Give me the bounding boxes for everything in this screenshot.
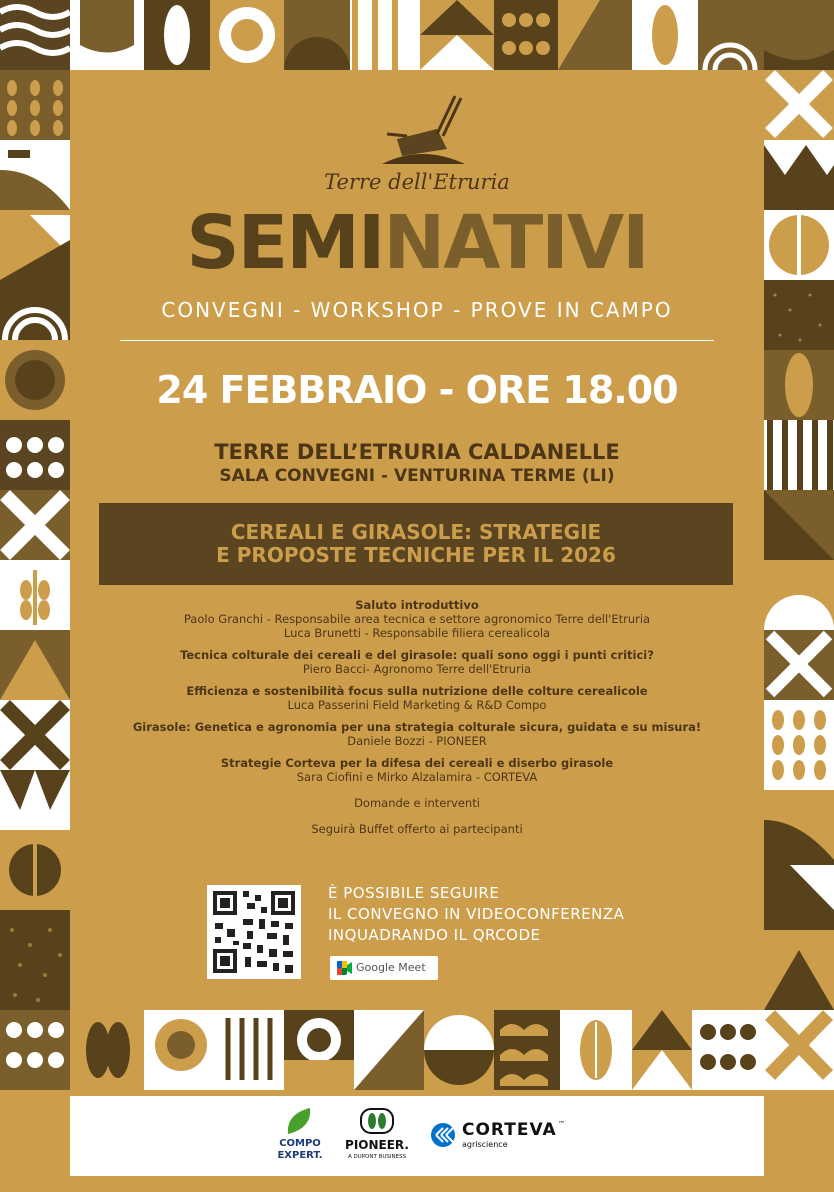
qr-code-icon bbox=[207, 885, 301, 979]
pioneer-name: PIONEER. bbox=[345, 1138, 409, 1152]
pioneer-tagline: A DUPONT BUSINESS bbox=[347, 1154, 407, 1160]
program-item-speaker: Luca Brunetti - Responsabile filiera cerealicola bbox=[283, 626, 551, 640]
note-buffet: Seguirà Buffet offerto ai partecipanti bbox=[311, 822, 523, 836]
program-item-title: Strategie Corteva per la difesa dei cereali e diserbo girasole bbox=[220, 756, 614, 770]
program-item bbox=[70, 684, 764, 712]
event-subtitle: CONVEGNI - WORKSHOP - PROVE IN CAMPO bbox=[161, 298, 673, 322]
corteva-trademark: ™ bbox=[558, 1120, 565, 1128]
program-item-speaker: Sara Ciofini e Mirko Alzalamira - CORTEVA bbox=[296, 770, 538, 784]
topic-line-2: E PROPOSTE TECNICHE PER IL 2026 bbox=[216, 543, 616, 567]
google-meet-button[interactable] bbox=[330, 956, 438, 980]
topic-banner bbox=[99, 503, 733, 585]
corteva-name: CORTEVA bbox=[462, 1120, 557, 1140]
event-series-title bbox=[70, 200, 764, 286]
program-item bbox=[70, 648, 764, 676]
google-meet-icon bbox=[337, 961, 352, 975]
compo-line-2: EXPERT. bbox=[277, 1150, 323, 1161]
leaf-icon bbox=[284, 1106, 314, 1136]
program-item-title: Efficienza e sostenibilità focus sulla nutrizione delle colture cerealicole bbox=[186, 684, 648, 698]
program-item-speaker: Luca Passerini Field Marketing & R&D Compo bbox=[287, 698, 547, 712]
corteva-subtitle: agriscience bbox=[462, 1140, 508, 1149]
sponsor-bar bbox=[70, 1096, 764, 1176]
divider-line bbox=[120, 340, 714, 341]
main-content bbox=[70, 70, 764, 1090]
qr-code[interactable] bbox=[207, 885, 301, 979]
program-item-speaker: Paolo Granchi - Responsabile area tecnica e settore agronomico Terre dell'Etruria bbox=[183, 612, 651, 626]
pioneer-badge-icon bbox=[360, 1108, 394, 1134]
program-item bbox=[70, 756, 764, 784]
program-item-speaker: Daniele Bozzi - PIONEER bbox=[347, 734, 487, 748]
plow-logo-icon bbox=[377, 94, 467, 169]
program-item-title: Saluto introduttivo bbox=[355, 598, 479, 612]
program-item bbox=[70, 720, 764, 748]
video-line-1: È POSSIBILE SEGUIRE bbox=[328, 884, 500, 902]
right-border-pattern bbox=[764, 0, 834, 1090]
left-border-pattern bbox=[0, 0, 70, 1090]
corteva-symbol-icon bbox=[430, 1122, 456, 1148]
video-line-2: IL CONVEGNO IN VIDEOCONFERENZA bbox=[328, 905, 625, 923]
compo-expert-logo bbox=[270, 1106, 330, 1170]
program-list bbox=[70, 598, 764, 836]
program-item-speaker: Piero Bacci- Agronomo Terre dell'Etruria bbox=[302, 662, 532, 676]
venue-name: TERRE DELL’ETRURIA CALDANELLE bbox=[214, 440, 620, 464]
note-questions: Domande e interventi bbox=[354, 796, 480, 810]
corteva-logo bbox=[430, 1118, 580, 1158]
program-item-title: Tecnica colturale dei cereali e del girasole: quali sono oggi i punti critici? bbox=[180, 648, 654, 662]
compo-line-1: COMPO bbox=[279, 1138, 321, 1149]
program-item-title: Girasole: Genetica e agronomia per una strategia colturale sicura, guidata e su misura! bbox=[132, 720, 702, 734]
google-meet-label: Google Meet bbox=[356, 961, 426, 974]
top-border-pattern bbox=[70, 0, 764, 70]
title-part-1: SEMI bbox=[186, 200, 384, 286]
venue-location: SALA CONVEGNI - VENTURINA TERME (LI) bbox=[219, 466, 615, 486]
brand-logo-text: Terre dell'Etruria bbox=[324, 170, 510, 194]
video-line-3: INQUADRANDO IL QRCODE bbox=[328, 926, 541, 944]
video-info bbox=[328, 883, 624, 946]
event-date: 24 FEBBRAIO - ORE 18.00 bbox=[156, 368, 678, 412]
pioneer-logo bbox=[342, 1106, 412, 1170]
topic-line-1: CEREALI E GIRASOLE: STRATEGIE bbox=[230, 520, 602, 544]
title-part-2: NATIVI bbox=[383, 200, 648, 286]
program-item bbox=[70, 598, 764, 640]
